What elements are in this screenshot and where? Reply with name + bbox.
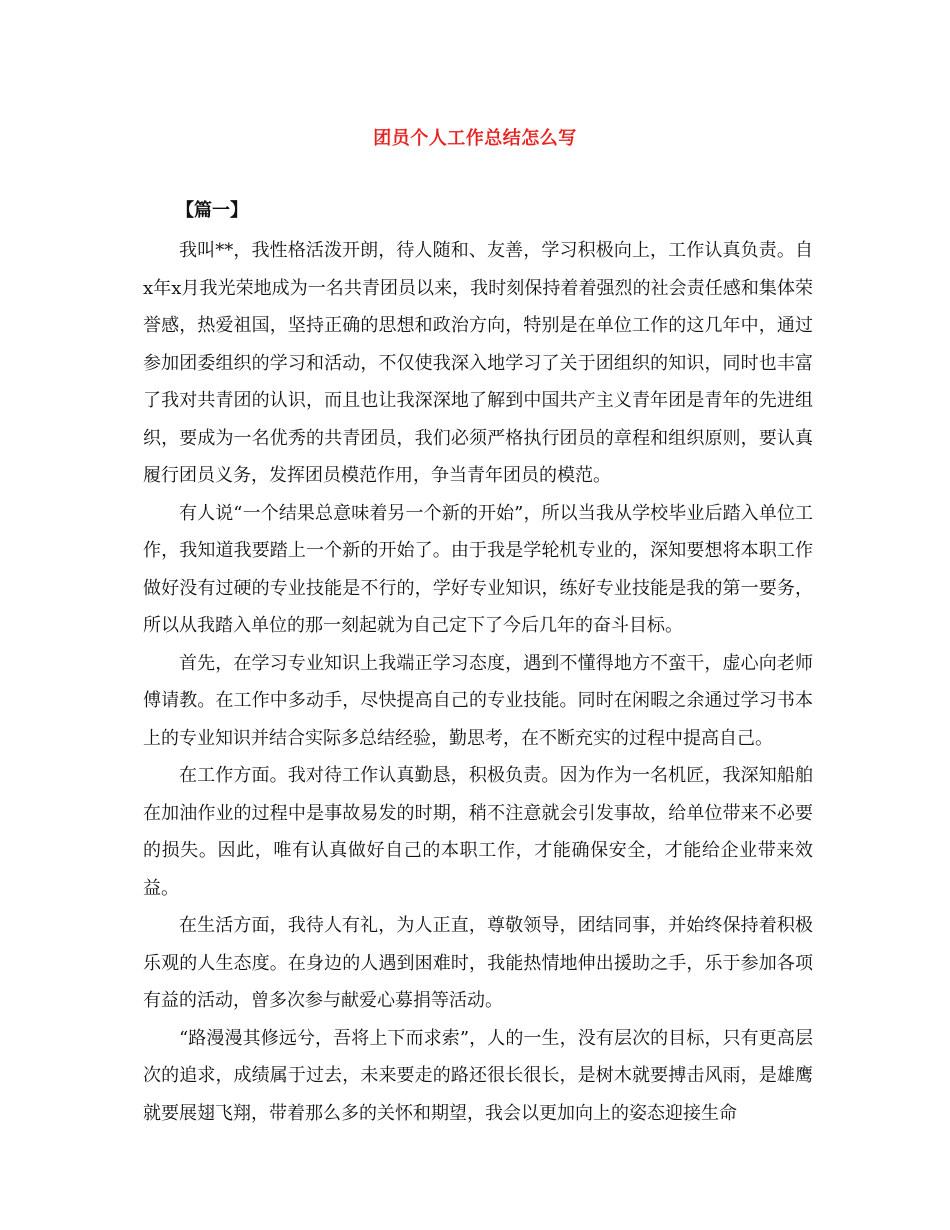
paragraph: 在工作方面。我对待工作认真勤恳，积极负责。因为作为一名机匠，我深知船舶在加油作业的过程中是事故易发的时期，稍不注意就会引发事故，给单位带来不必要的损失。因此，唯有认真做好自己的本职工作，才能确保安全，才能给企业带来效益。 — [143, 765, 813, 899]
paragraph: 我叫**，我性格活泼开朗，待人随和、友善，学习积极向上，工作认真负责。自x年x月我光荣地成为一名共青团员以来，我时刻保持着着强烈的社会责任感和集体荣誉感，热爱祖国，坚持正确的思想和政治方向，特别是在单位工作的这几年中，通过参加团委组织的学习和活动，不仅使我深入地学习了关于团组织的知识，同时也丰富了我对共青团的认识，而且也让我深深地了解到中国共产主义青年团是青年的先进组织，要成为一名优秀的共青团员，我们必须严格执行团员的章程和组织原则，要认真履行团员义务，发挥团员模范作用，争当青年团员的模范。 — [143, 240, 813, 486]
paragraph: 首先，在学习专业知识上我端正学习态度，遇到不懂得地方不蛮干，虚心向老师傅请教。在工作中多动手，尽快提高自己的专业技能。同时在闲暇之余通过学习书本上的专业知识并结合实际多总结经验，勤思考，在不断充实的过程中提高自己。 — [143, 652, 813, 749]
document-body — [143, 232, 813, 1132]
paragraph: 有人说“一个结果总意味着另一个新的开始”，所以当我从学校毕业后踏入单位工作，我知道我要踏上一个新的开始了。由于我是学轮机专业的，深知要想将本职工作做好没有过硬的专业技能是不行的，学好专业知识，练好专业技能是我的第一要务，所以从我踏入单位的那一刻起就为自己定下了今后几年的奋斗目标。 — [143, 502, 813, 636]
document-title: 团员个人工作总结怎么写 — [373, 128, 577, 149]
paragraph: 在生活方面，我待人有礼，为人正直，尊敬领导，团结同事，并始终保持着积极乐观的人生态度。在身边的人遇到困难时，我能热情地伸出援助之手，乐于参加各项有益的活动，曾多次参与献爱心募捐等活动。 — [143, 915, 813, 1011]
section-heading: 【篇一】 — [176, 200, 248, 221]
paragraph: “路漫漫其修远兮，吾将上下而求索”，人的一生，没有层次的目标，只有更高层次的追求，成绩属于过去，未来要走的路还很长很长，是树木就要搏击风雨，是雄鹰就要展翅飞翔，带着那么多的关怀和期望，我会以更加向上的姿态迎接生命 — [143, 1027, 813, 1124]
